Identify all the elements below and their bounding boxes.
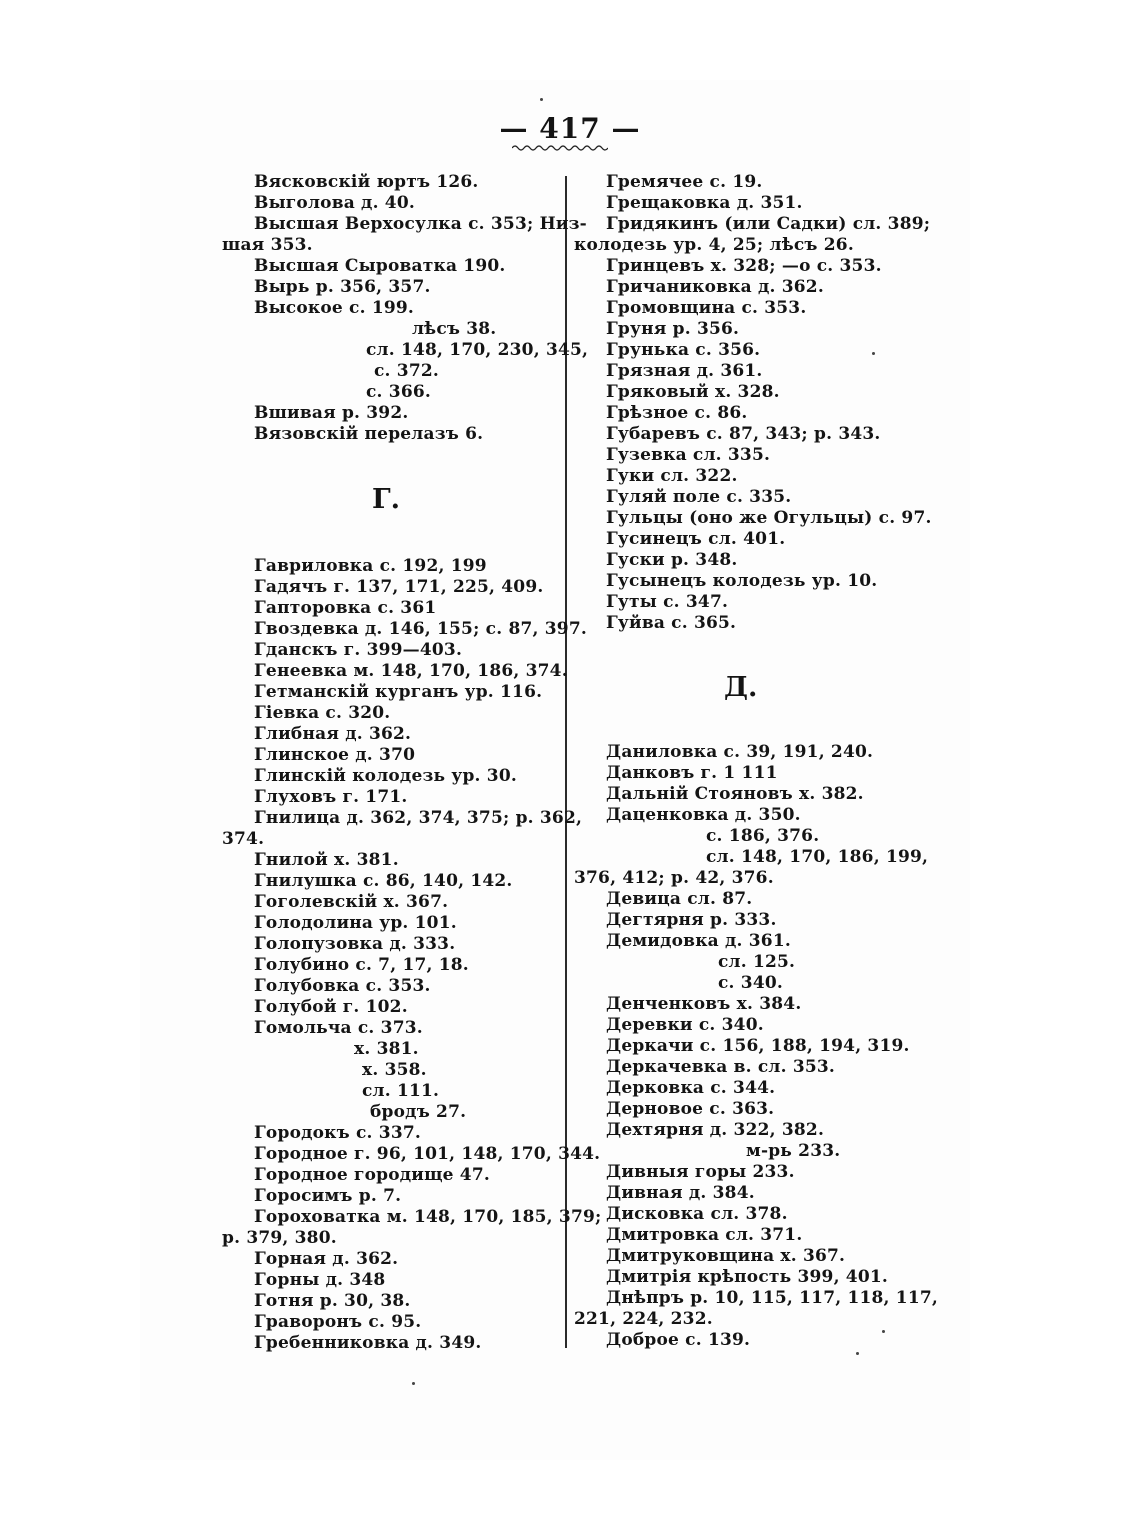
index-entry: Дегтярня р. 333. <box>606 910 777 930</box>
index-entry: Губаревъ с. 87, 343; р. 343. <box>606 424 881 444</box>
index-entry: Гусинецъ сл. 401. <box>606 529 786 549</box>
index-entry-continued: шая 353. <box>222 235 313 255</box>
index-subentry: с. 366. <box>366 382 431 402</box>
index-entry: Гнилой х. 381. <box>254 850 399 870</box>
index-entry: Днѣпръ р. 10, 115, 117, 118, 117, <box>606 1288 938 1308</box>
index-subentry: сл. 111. <box>362 1081 440 1101</box>
index-entry: Голубино с. 7, 17, 18. <box>254 955 469 975</box>
index-entry: Даценковка д. 350. <box>606 805 801 825</box>
index-entry: Гринцевъ х. 328; —о с. 353. <box>606 256 882 276</box>
print-speck <box>540 98 543 101</box>
index-entry: Высшая Верхосулка с. 353; Низ- <box>254 214 587 234</box>
index-entry: Гапторовка с. 361 <box>254 598 437 618</box>
index-entry: Горосимъ р. 7. <box>254 1186 402 1206</box>
index-entry: Громовщина с. 353. <box>606 298 807 318</box>
index-entry: Гребенниковка д. 349. <box>254 1333 482 1353</box>
index-entry: Выголова д. 40. <box>254 193 415 213</box>
index-entry-continued: 221, 224, 232. <box>574 1309 713 1329</box>
index-entry: Вясковскій юртъ 126. <box>254 172 479 192</box>
index-entry: Вырь р. 356, 357. <box>254 277 431 297</box>
index-entry: Городное г. 96, 101, 148, 170, 344. <box>254 1144 601 1164</box>
index-entry: Гнилушка с. 86, 140, 142. <box>254 871 513 891</box>
index-entry: Дмитрія крѣпость 399, 401. <box>606 1267 889 1287</box>
index-subentry: сл. 125. <box>718 952 796 972</box>
index-entry: Гуты с. 347. <box>606 592 729 612</box>
index-entry: Гнилица д. 362, 374, 375; р. 362, <box>254 808 583 828</box>
index-entry: Глинское д. 370 <box>254 745 416 765</box>
index-entry-continued: 374. <box>222 829 265 849</box>
index-entry: Доброе с. 139. <box>606 1330 751 1350</box>
index-entry: Высокое с. 199. <box>254 298 415 318</box>
index-entry: Гетманскій курганъ ур. 116. <box>254 682 543 702</box>
index-subentry: с. 340. <box>718 973 783 993</box>
index-entry-continued: 376, 412; р. 42, 376. <box>574 868 774 888</box>
index-entry: Вязовскій перелазъ 6. <box>254 424 484 444</box>
index-entry: Даниловка с. 39, 191, 240. <box>606 742 874 762</box>
print-speck <box>872 352 875 355</box>
index-subentry: сл. 148, 170, 230, 345, <box>366 340 589 360</box>
index-entry: Голубовка с. 353. <box>254 976 431 996</box>
index-entry: Городное городище 47. <box>254 1165 490 1185</box>
index-entry: Высшая Сыроватка 190. <box>254 256 506 276</box>
index-entry: Гіевка с. 320. <box>254 703 391 723</box>
index-entry: Грещаковка д. 351. <box>606 193 803 213</box>
index-entry: Грунька с. 356. <box>606 340 761 360</box>
index-entry: Гузевка сл. 335. <box>606 445 771 465</box>
index-entry: Гридякинъ (или Садки) сл. 389; <box>606 214 931 234</box>
index-entry: Гадячъ г. 137, 171, 225, 409. <box>254 577 544 597</box>
index-subentry: бродъ 27. <box>370 1102 467 1122</box>
index-entry: Дерновое с. 363. <box>606 1099 775 1119</box>
index-entry: Дмитровка сл. 371. <box>606 1225 803 1245</box>
index-entry: Данковъ г. 1 111 <box>606 763 778 783</box>
index-subentry: х. 358. <box>362 1060 427 1080</box>
print-speck <box>856 1352 859 1355</box>
index-entry: Дмитруковщина х. 367. <box>606 1246 846 1266</box>
index-entry: Гомольча с. 373. <box>254 1018 423 1038</box>
index-entry: Гремячее с. 19. <box>606 172 763 192</box>
print-speck <box>412 1382 415 1385</box>
index-subentry: с. 372. <box>374 361 439 381</box>
index-subentry: м-рь 233. <box>746 1141 841 1161</box>
index-entry-continued: колодезь ур. 4, 25; лѣсъ 26. <box>574 235 854 255</box>
index-entry: Гусынецъ колодезь ур. 10. <box>606 571 878 591</box>
index-entry: Гуки сл. 322. <box>606 466 738 486</box>
index-entry: Голопузовка д. 333. <box>254 934 456 954</box>
index-entry: Гуски р. 348. <box>606 550 738 570</box>
index-entry: Гуляй поле с. 335. <box>606 487 792 507</box>
section-heading-g: Г. <box>372 484 401 515</box>
index-entry: Дальній Стояновъ х. 382. <box>606 784 864 804</box>
index-subentry: х. 381. <box>354 1039 419 1059</box>
index-entry: Грѣзное с. 86. <box>606 403 748 423</box>
index-subentry: лѣсъ 38. <box>412 319 497 339</box>
index-entry: Демидовка д. 361. <box>606 931 791 951</box>
index-entry: Глуховъ г. 171. <box>254 787 408 807</box>
index-entry: Граворонъ с. 95. <box>254 1312 422 1332</box>
index-entry: Дехтярня д. 322, 382. <box>606 1120 825 1140</box>
index-entry: Голодолина ур. 101. <box>254 913 457 933</box>
index-entry: Гричаниковка д. 362. <box>606 277 824 297</box>
index-entry: Гульцы (оно же Огульцы) с. 97. <box>606 508 932 528</box>
index-entry: Городокъ с. 337. <box>254 1123 421 1143</box>
page-number: — 417 — <box>499 112 641 145</box>
index-entry: Гуйва с. 365. <box>606 613 737 633</box>
index-entry: Гряковый х. 328. <box>606 382 780 402</box>
index-entry: Генеевка м. 148, 170, 186, 374. <box>254 661 568 681</box>
index-entry: Глибная д. 362. <box>254 724 412 744</box>
index-entry: Девица сл. 87. <box>606 889 753 909</box>
section-heading-d: Д. <box>724 672 758 703</box>
index-entry: Гданскъ г. 399—403. <box>254 640 463 660</box>
index-subentry: сл. 148, 170, 186, 199, <box>706 847 929 867</box>
index-subentry: с. 186, 376. <box>706 826 820 846</box>
index-entry: Дивныя горы 233. <box>606 1162 795 1182</box>
index-entry: Горны д. 348 <box>254 1270 386 1290</box>
index-entry: Груня р. 356. <box>606 319 740 339</box>
index-entry: Деркачи с. 156, 188, 194, 319. <box>606 1036 910 1056</box>
index-entry: Глинскій колодезь ур. 30. <box>254 766 517 786</box>
index-entry: Гороховатка м. 148, 170, 185, 379; <box>254 1207 602 1227</box>
index-entry: Гвоздевка д. 146, 155; с. 87, 397. <box>254 619 587 639</box>
index-entry: Дерковка с. 344. <box>606 1078 776 1098</box>
print-speck <box>882 1330 885 1333</box>
index-entry: Горная д. 362. <box>254 1249 399 1269</box>
index-entry-continued: р. 379, 380. <box>222 1228 337 1248</box>
index-entry: Готня р. 30, 38. <box>254 1291 411 1311</box>
index-entry: Деревки с. 340. <box>606 1015 764 1035</box>
index-entry: Дивная д. 384. <box>606 1183 755 1203</box>
page-number-ornament <box>512 144 608 152</box>
index-entry: Гоголевскій х. 367. <box>254 892 449 912</box>
index-entry: Денченковъ х. 384. <box>606 994 802 1014</box>
index-entry: Деркачевка в. сл. 353. <box>606 1057 836 1077</box>
index-entry: Грязная д. 361. <box>606 361 763 381</box>
index-entry: Дисковка сл. 378. <box>606 1204 788 1224</box>
index-entry: Голубой г. 102. <box>254 997 408 1017</box>
index-entry: Гавриловка с. 192, 199 <box>254 556 487 576</box>
index-entry: Вшивая р. 392. <box>254 403 409 423</box>
